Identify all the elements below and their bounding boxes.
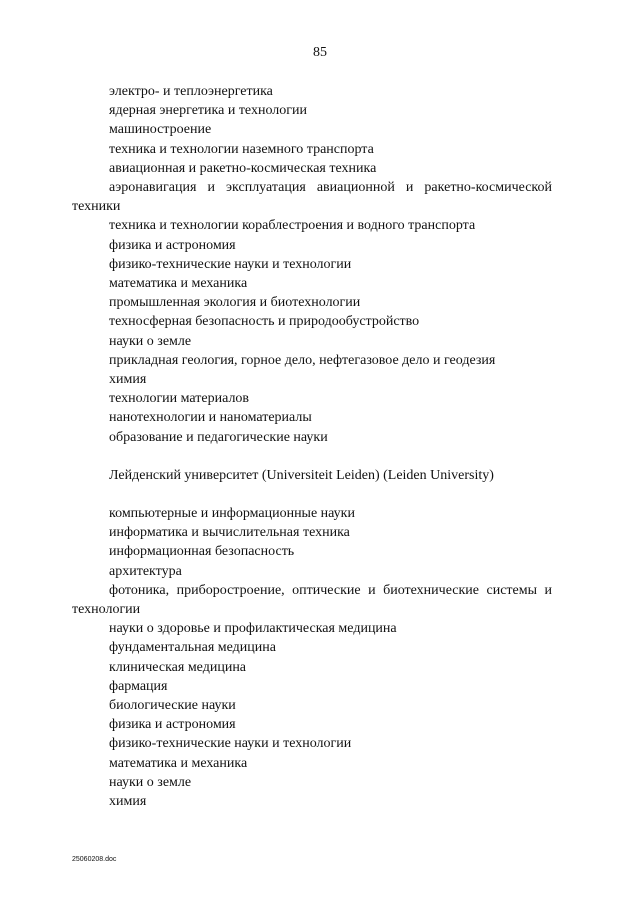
list-item: аэронавигация и эксплуатация авиационной и ракетно-космической техники: [72, 180, 552, 215]
list-item: образование и педагогические науки: [109, 429, 328, 445]
list-item: физико-технические науки и технологии: [109, 736, 352, 752]
list-item: химия: [109, 794, 147, 810]
list-item: физико-технические науки и технологии: [109, 256, 352, 272]
list-item: нанотехнологии и наноматериалы: [109, 410, 312, 426]
specialty-list-1: [72, 82, 552, 447]
list-item: клиническая медицина: [109, 659, 247, 675]
university-heading: Лейденский университет (Universiteit Leiden) (Leiden University): [109, 468, 494, 483]
list-item: биологические науки: [109, 698, 236, 714]
list-item: науки о земле: [109, 774, 192, 790]
list-item: информатика и вычислительная техника: [109, 525, 350, 541]
list-item: компьютерные и информационные науки: [109, 506, 355, 521]
list-item: архитектура: [109, 563, 182, 579]
list-item: математика и механика: [109, 755, 248, 771]
list-item: фотоника, приборостроение, оптические и биотехнические системы и технологии: [72, 582, 552, 618]
list-item: техносферная безопасность и природообустройство: [109, 314, 420, 330]
list-item: промышленная экология и биотехнологии: [109, 295, 361, 311]
list-item: науки о земле: [109, 333, 192, 349]
list-item: технологии материалов: [109, 391, 250, 407]
specialty-list-2: [72, 504, 552, 811]
page-number: 85: [313, 45, 327, 60]
list-item: науки о здоровье и профилактическая медицина: [109, 621, 397, 637]
list-item: прикладная геология, горное дело, нефтегазовое дело и геодезия: [109, 352, 496, 368]
list-item: информационная безопасность: [109, 544, 295, 560]
list-item: фармация: [109, 678, 168, 694]
list-item: машиностроение: [109, 122, 212, 138]
list-item: математика и механика: [109, 276, 248, 292]
list-item: физика и астрономия: [109, 717, 236, 733]
list-item: техника и технологии кораблестроения и водного транспорта: [109, 218, 476, 234]
footer-doc-id: 25060208.doc: [72, 856, 117, 863]
list-item: фундаментальная медицина: [109, 640, 276, 656]
list-item: техника и технологии наземного транспорта: [109, 141, 374, 157]
list-item: ядерная энергетика и технологии: [109, 103, 307, 119]
list-item: физика и астрономия: [109, 237, 236, 253]
list-item: электро- и теплоэнергетика: [109, 84, 273, 99]
list-item: авиационная и ракетно-космическая техника: [109, 160, 377, 176]
list-item: химия: [109, 372, 147, 388]
